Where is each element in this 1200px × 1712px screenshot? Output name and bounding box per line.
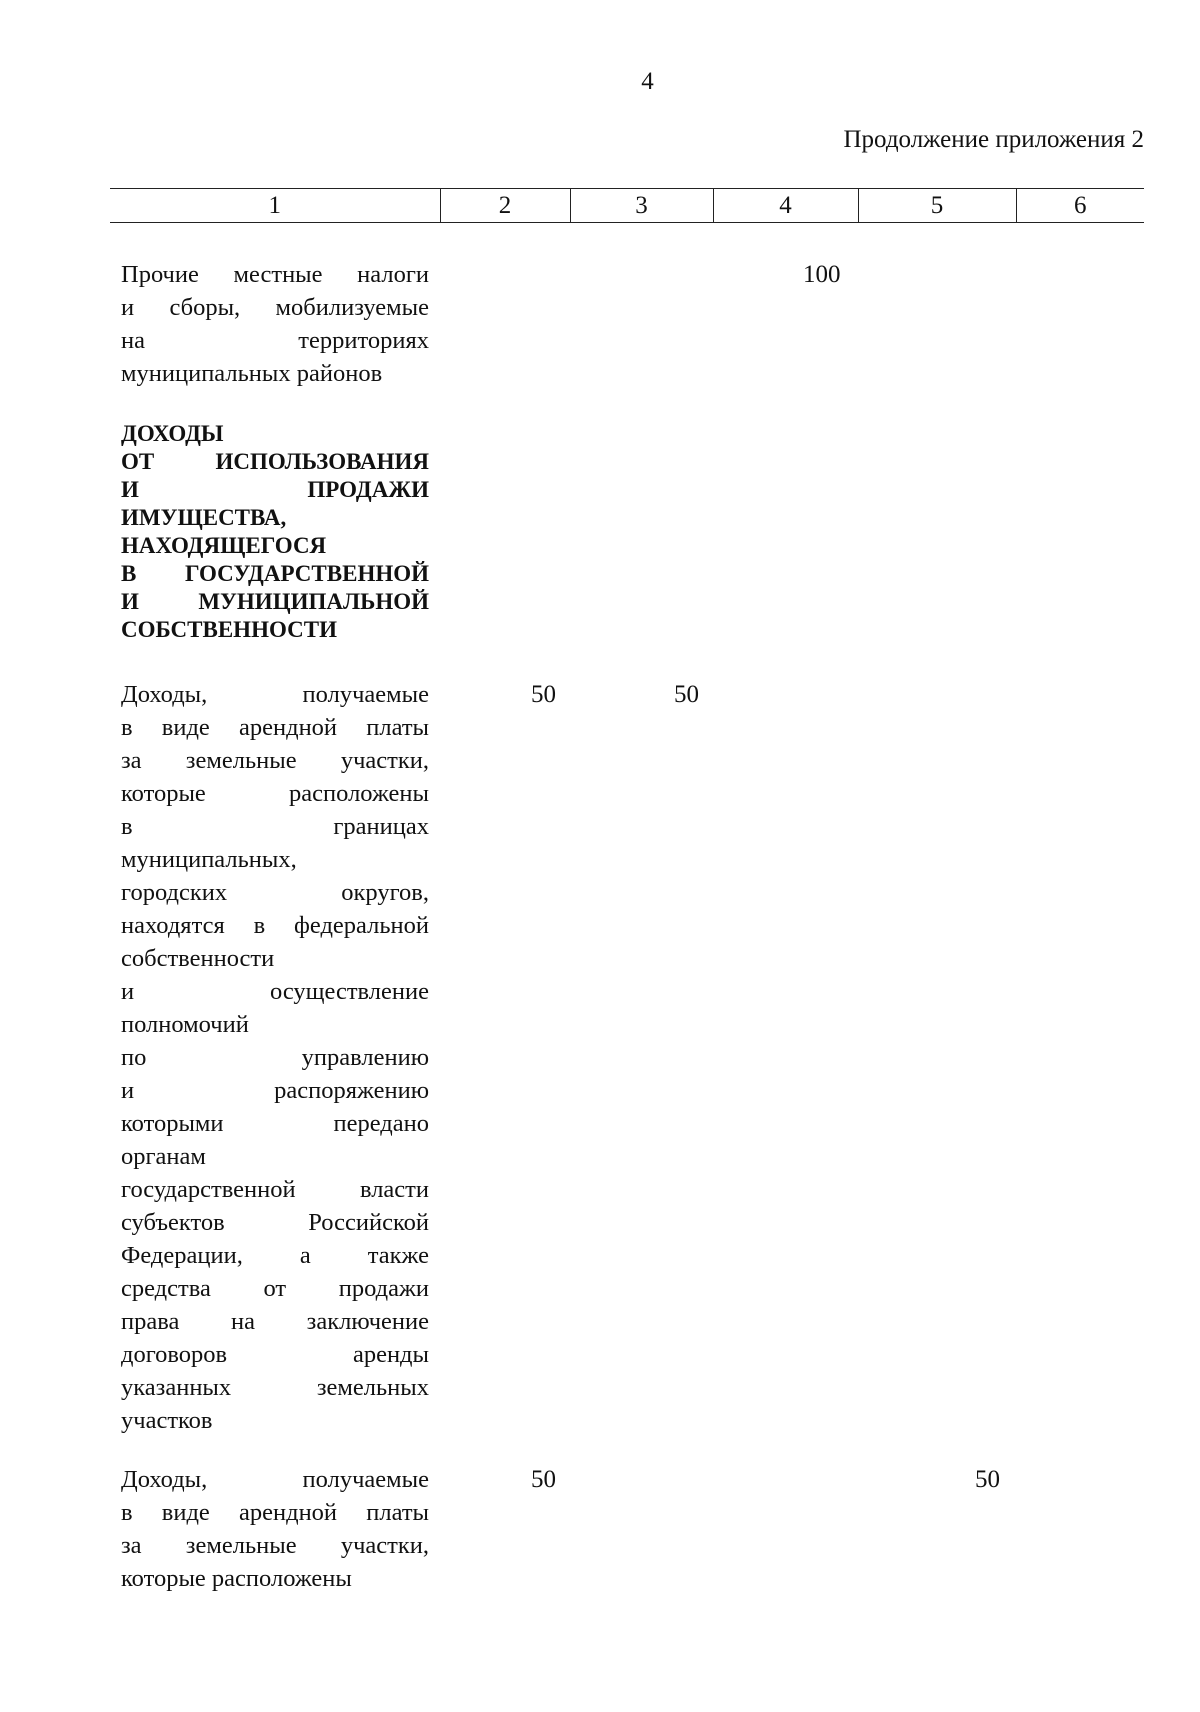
description-line: ОТ ИСПОЛЬЗОВАНИЯ [121, 449, 429, 474]
description-line: на территориях [121, 327, 429, 354]
description-line: находятся в федеральной [121, 912, 429, 939]
page-number: 4 [641, 68, 654, 95]
description-line: которые расположены [121, 1565, 352, 1592]
description-line: в виде арендной платы [121, 1499, 429, 1526]
description-line: городских округов, [121, 879, 429, 906]
description-line: средства от продажи [121, 1275, 429, 1302]
description-line: муниципальных районов [121, 360, 383, 387]
description-line: Федерации, а также [121, 1242, 429, 1269]
description-line: И ПРОДАЖИ [121, 477, 429, 502]
description-line: указанных земельных [121, 1374, 429, 1401]
description-line: и осуществление [121, 978, 429, 1005]
description-line: по управлению [121, 1044, 429, 1071]
row-description [121, 1463, 429, 1595]
description-line: в границах [121, 813, 429, 840]
description-line: органам [121, 1143, 206, 1170]
description-line: собственности [121, 945, 275, 972]
description-line: и сборы, мобилизуемые [121, 294, 429, 321]
column-header-table [110, 188, 1144, 223]
column-header-row [110, 189, 1144, 223]
description-line: в виде арендной платы [121, 714, 429, 741]
description-line: В ГОСУДАРСТВЕННОЙ [121, 561, 429, 586]
description-line: СОБСТВЕННОСТИ [121, 617, 337, 642]
description-line: ИМУЩЕСТВА, [121, 505, 287, 530]
description-line: которыми передано [121, 1110, 429, 1137]
column-header-6: 6 [1016, 189, 1144, 223]
column-header-5: 5 [858, 189, 1016, 223]
description-line: за земельные участки, [121, 747, 429, 774]
column-header-2: 2 [440, 189, 570, 223]
description-line: которые расположены [121, 780, 429, 807]
column-header-4: 4 [713, 189, 858, 223]
description-line: участков [121, 1407, 213, 1434]
description-line: ДОХОДЫ [121, 421, 224, 446]
description-line: субъектов Российской [121, 1209, 429, 1236]
row-value-col4: 100 [803, 261, 841, 288]
description-line: Доходы, получаемые [121, 681, 429, 708]
column-header-1: 1 [110, 189, 440, 223]
description-line: муниципальных, [121, 846, 297, 873]
row-description [121, 678, 429, 1437]
description-line: Доходы, получаемые [121, 1466, 429, 1493]
description-line: Прочие местные налоги [121, 261, 429, 288]
section-heading [121, 420, 429, 644]
description-line: за земельные участки, [121, 1532, 429, 1559]
column-header-3: 3 [570, 189, 713, 223]
row-value-col2: 50 [531, 1466, 556, 1493]
continuation-label: Продолжение приложения 2 [843, 126, 1144, 153]
row-value-col5: 50 [975, 1466, 1000, 1493]
row-value-col2: 50 [531, 681, 556, 708]
row-description [121, 258, 429, 390]
row-value-col3: 50 [674, 681, 699, 708]
description-line: государственной власти [121, 1176, 429, 1203]
description-line: и распоряжению [121, 1077, 429, 1104]
description-line: полномочий [121, 1011, 249, 1038]
description-line: И МУНИЦИПАЛЬНОЙ [121, 589, 429, 614]
description-line: НАХОДЯЩЕГОСЯ [121, 533, 327, 558]
description-line: договоров аренды [121, 1341, 429, 1368]
description-line: права на заключение [121, 1308, 429, 1335]
